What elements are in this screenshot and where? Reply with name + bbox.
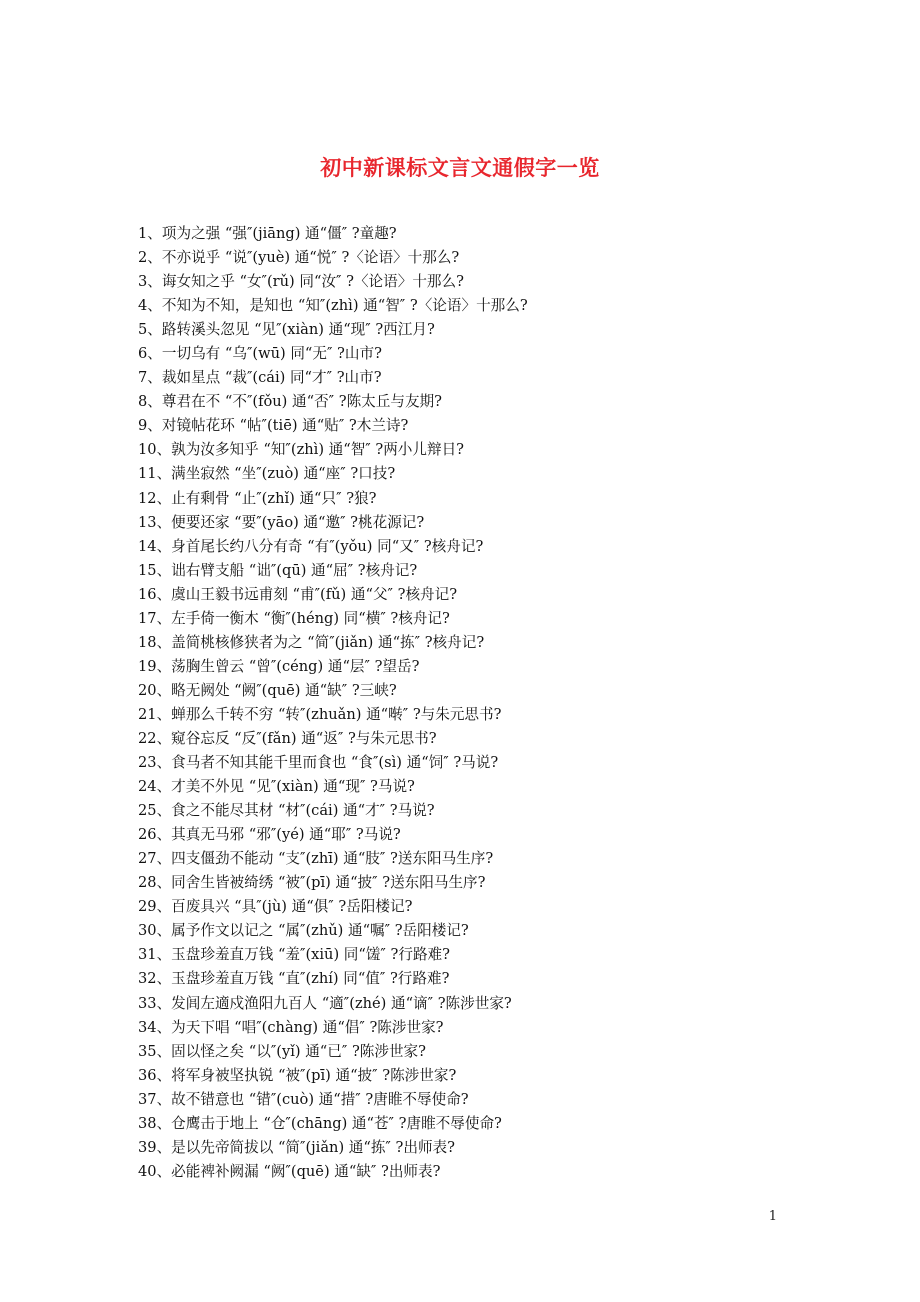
list-item: 30、属予作文以记之 “属″(zhǔ) 通“嘱″ ?岳阳楼记?	[138, 922, 469, 940]
list-item: 27、四支僵劲不能动 “支″(zhī) 通“肢″ ?送东阳马生序?	[138, 850, 494, 868]
list-item: 13、便要还家 “要″(yāo) 通“邀″ ?桃花源记?	[138, 513, 425, 531]
list-item: 5、路转溪头忽见 “见″(xiàn) 通“现″ ?西江月?	[138, 321, 435, 339]
list-item: 20、略无阙处 “阙″(quē) 通“缺″ ?三峡?	[138, 681, 397, 699]
list-item: 4、不知为不知，是知也 “知″(zhì) 通“智″ ?〈论语〉十那么?	[138, 297, 528, 315]
list-item: 18、盖简桃核修狭者为之 “简″(jiǎn) 通“拣″ ?核舟记?	[138, 633, 485, 651]
list-item: 39、是以先帝简拔以 “简″(jiǎn) 通“拣″ ?出师表?	[138, 1138, 455, 1156]
list-item: 10、孰为汝多知乎 “知″(zhì) 通“智″ ?两小儿辩日?	[138, 441, 465, 459]
list-item: 28、同舍生皆被绮绣 “被″(pī) 通“披″ ?送东阳马生序?	[138, 874, 486, 892]
list-item: 32、玉盘珍羞直万钱 “直″(zhí) 同“值″ ?行路难?	[138, 970, 450, 988]
list-item: 24、才美不外见 “见″(xiàn) 通“现″ ?马说?	[138, 778, 415, 796]
list-item: 6、一切乌有 “乌″(wū) 同“无″ ?山市?	[138, 345, 382, 363]
list-item: 1、项为之强 “强″(jiāng) 通“僵″ ?童趣?	[138, 225, 397, 242]
page-number: 1	[768, 1209, 777, 1224]
list-item: 37、故不错意也 “错″(cuò) 通“措″ ?唐睢不辱使命?	[138, 1090, 469, 1108]
list-item: 38、仓鹰击于地上 “仓″(chāng) 通“苍″ ?唐睢不辱使命?	[138, 1114, 502, 1132]
list-item: 34、为天下唱 “唱″(chàng) 通“倡″ ?陈涉世家?	[138, 1018, 444, 1036]
list-item: 29、百废具兴 “具″(jù) 通“俱″ ?岳阳楼记?	[138, 898, 413, 916]
list-item: 12、止有剩骨 “止″(zhǐ) 通“只″ ?狼?	[138, 489, 377, 507]
list-item: 22、窥谷忘反 “反″(fǎn) 通“返″ ?与朱元思书?	[138, 729, 437, 747]
list-item: 11、满坐寂然 “坐″(zuò) 通“座″ ?口技?	[138, 465, 396, 483]
page-title: 初中新课标文言文通假字一览	[320, 155, 600, 180]
list-item: 23、食马者不知其能千里而食也 “食″(sì) 通“饲″ ?马说?	[138, 754, 499, 772]
list-item: 15、诎右臂支船 “诎″(qū) 通“屈″ ?核舟记?	[138, 561, 418, 579]
list-item: 16、虞山王毅书远甫刻 “甫″(fǔ) 通“父″ ?核舟记?	[138, 585, 458, 603]
list-item: 36、将军身被坚执锐 “被″(pī) 通“披″ ?陈涉世家?	[138, 1066, 457, 1084]
list-item: 7、裁如星点 “裁″(cái) 同“才″ ?山市?	[138, 369, 382, 387]
list-item: 33、发闾左適戍渔阳九百人 “適″(zhé) 通“谪″ ?陈涉世家?	[138, 994, 512, 1012]
list-item: 3、诲女知之乎 “女″(rǔ) 同“汝″ ?〈论语〉十那么?	[138, 273, 464, 291]
list-item: 31、玉盘珍羞直万钱 “羞″(xiū) 同“馐″ ?行路难?	[138, 946, 450, 964]
list-item: 21、蝉那么千转不穷 “转″(zhuǎn) 通“啭″ ?与朱元思书?	[138, 705, 502, 723]
entry-list	[138, 222, 838, 1184]
list-item: 8、尊君在不 “不″(fǒu) 通“否″ ?陈太丘与友期?	[138, 393, 442, 411]
list-item: 2、不亦说乎 “说″(yuè) 通“悦″ ?〈论语〉十那么?	[138, 249, 460, 267]
list-item: 9、对镜帖花环 “帖″(tiē) 通“贴″ ?木兰诗?	[138, 417, 409, 435]
list-item: 35、固以怪之矣 “以″(yǐ) 通“已″ ?陈涉世家?	[138, 1042, 426, 1060]
list-item: 19、荡胸生曾云 “曾″(céng) 通“层″ ?望岳?	[138, 657, 420, 675]
list-item: 17、左手倚一衡木 “衡″(héng) 同“横″ ?核舟记?	[138, 609, 450, 627]
list-item: 14、身首尾长约八分有奇 “有″(yǒu) 同“又″ ?核舟记?	[138, 537, 484, 555]
list-item: 40、必能裨补阙漏 “阙″(quē) 通“缺″ ?出师表?	[138, 1162, 441, 1180]
list-item: 25、食之不能尽其材 “材″(cái) 通“才″ ?马说?	[138, 802, 435, 820]
list-item: 26、其真无马邪 “邪″(yé) 通“耶″ ?马说?	[138, 826, 401, 844]
